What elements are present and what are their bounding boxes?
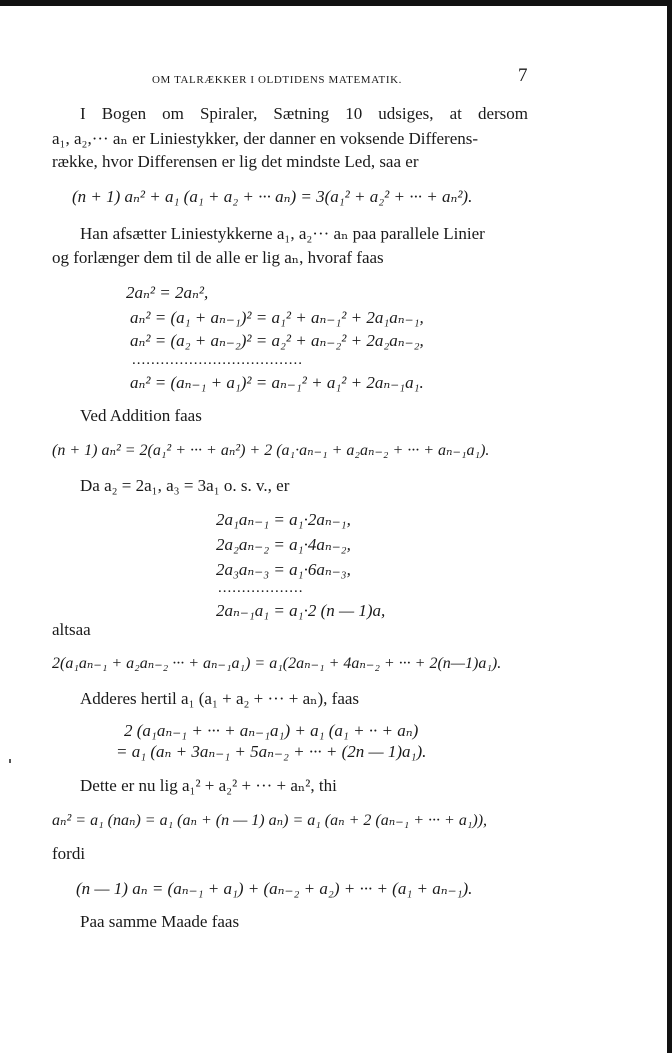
scan-speck xyxy=(9,759,11,763)
equation-2-ellipsis: .................................... xyxy=(132,352,303,368)
scan-right-edge xyxy=(667,0,672,1053)
equation-2-row-4: aₙ² = (aₙ₋₁ + a₁)² = aₙ₋₁² + a₁² + 2aₙ₋₁a₁. xyxy=(130,373,424,392)
paragraph-2-line-1: Han afsætter Liniestykkerne a₁, a₂··· aₙ paa parallele Linier xyxy=(80,224,485,243)
equation-3: (n + 1) aₙ² = 2(a₁² + ··· + aₙ²) + 2 (a₁·aₙ₋₁ + a₂aₙ₋₂ + ··· + aₙ₋₁a₁). xyxy=(52,442,490,459)
equation-4-ellipsis: .................. xyxy=(218,580,304,596)
running-title: OM TALRÆKKER I OLDTIDENS MATEMATIK. xyxy=(152,74,402,86)
equation-4-row-4: 2aₙ₋₁a₁ = a₁·2 (n — 1)a, xyxy=(216,601,386,620)
paragraph-3: Ved Addition faas xyxy=(80,406,202,425)
paragraph-8: fordi xyxy=(52,844,86,863)
equation-2-row-2: aₙ² = (a₁ + aₙ₋₁)² = a₁² + aₙ₋₁² + 2a₁aₙ₋₁, xyxy=(130,308,424,327)
paragraph-1-line-3: række, hvor Differensen er lig det mindste Led, saa er xyxy=(52,152,419,171)
paragraph-2-line-2: og forlænger dem til de alle er lig aₙ, hvoraf faas xyxy=(52,248,384,267)
paragraph-1-line-1: I Bogen om Spiraler, Sætning 10 udsiges, at dersom xyxy=(80,104,528,123)
equation-1: (n + 1) aₙ² + a₁ (a₁ + a₂ + ··· aₙ) = 3(a₁² + a₂² + ··· + aₙ²). xyxy=(72,187,473,206)
equation-4-row-3: 2a₃aₙ₋₃ = a₁·6aₙ₋₃, xyxy=(216,560,351,579)
paragraph-1-line-2: a₁, a₂,··· aₙ er Liniestykker, der danner en voksende Differens- xyxy=(52,129,479,148)
paragraph-7: Dette er nu lig a₁² + a₂² + ··· + aₙ², thi xyxy=(80,776,337,795)
equation-2-row-1: 2aₙ² = 2aₙ², xyxy=(126,283,209,302)
equation-8: (n — 1) aₙ = (aₙ₋₁ + a₁) + (aₙ₋₂ + a₂) + ··· + (a₁ + aₙ₋₁). xyxy=(76,879,473,898)
paragraph-6: Adderes hertil a₁ (a₁ + a₂ + ··· + aₙ), faas xyxy=(80,689,360,708)
equation-5: 2(a₁aₙ₋₁ + a₂aₙ₋₂ ··· + aₙ₋₁a₁) = a₁(2aₙ₋₁ + 4aₙ₋₂ + ··· + 2(n—1)a₁). xyxy=(52,655,502,672)
page-number: 7 xyxy=(518,65,528,86)
equation-4-row-2: 2a₂aₙ₋₂ = a₁·4aₙ₋₂, xyxy=(216,535,351,554)
paragraph-4: Da a₂ = 2a₁, a₃ = 3a₁ o. s. v., er xyxy=(80,476,290,495)
equation-7: aₙ² = a₁ (naₙ) = a₁ (aₙ + (n — 1) aₙ) = a₁ (aₙ + 2 (aₙ₋₁ + ··· + a₁)), xyxy=(52,812,488,829)
equation-2-row-3: aₙ² = (a₂ + aₙ₋₂)² = a₂² + aₙ₋₂² + 2a₂aₙ₋₂, xyxy=(130,331,424,350)
paragraph-5: altsaa xyxy=(52,620,91,639)
equation-6-row-2: = a₁ (aₙ + 3aₙ₋₁ + 5aₙ₋₂ + ··· + (2n — 1)a₁). xyxy=(116,742,427,761)
equation-6-row-1: 2 (a₁aₙ₋₁ + ··· + aₙ₋₁a₁) + a₁ (a₁ + ·· + aₙ) xyxy=(124,721,419,740)
equation-4-row-1: 2a₁aₙ₋₁ = a₁·2aₙ₋₁, xyxy=(216,510,351,529)
paragraph-9: Paa samme Maade faas xyxy=(80,912,240,931)
scan-top-edge xyxy=(0,0,672,6)
